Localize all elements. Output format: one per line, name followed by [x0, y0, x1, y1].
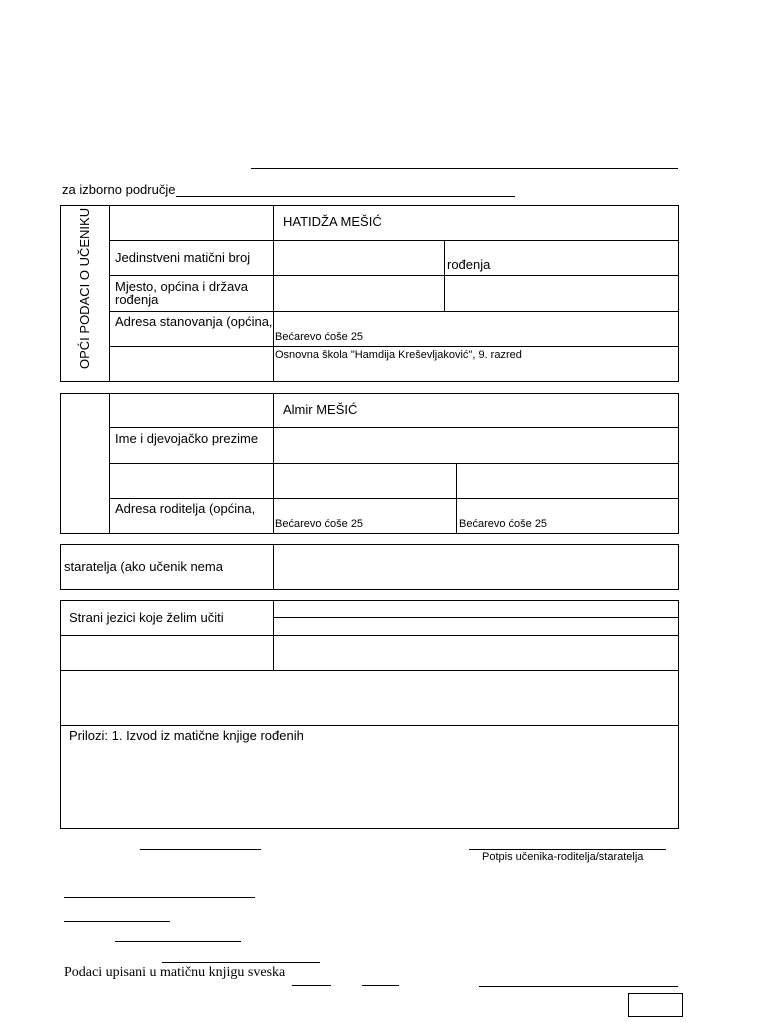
divider	[109, 205, 110, 382]
divider	[109, 427, 679, 428]
register-volume-line[interactable]	[292, 985, 331, 986]
divider	[60, 670, 679, 671]
date-line[interactable]	[140, 849, 261, 850]
footer-line-2[interactable]	[64, 921, 170, 922]
register-number-line[interactable]	[479, 986, 678, 987]
attachments-label: Prilozi: 1. Izvod iz matične knjige rođenih	[69, 728, 304, 743]
divider	[109, 498, 679, 499]
divider	[60, 635, 679, 636]
birthplace-label-line1: Mjesto, općina i država	[115, 279, 248, 294]
footer-line-4[interactable]	[162, 962, 320, 963]
divider	[109, 275, 679, 276]
divider	[60, 725, 679, 726]
elective-area-label: za izborno područje	[62, 182, 176, 197]
birthplace-label-line2: rođenja	[115, 292, 159, 307]
father-name-value[interactable]: Almir MEŠIĆ	[283, 402, 358, 417]
birth-date-label: rođenja	[447, 257, 491, 272]
mother-address-value[interactable]: Bećarevo ćoše 25	[459, 518, 548, 530]
signature-line[interactable]	[469, 849, 666, 850]
divider	[273, 617, 679, 618]
student-name-value[interactable]: HATIDŽA MEŠIĆ	[283, 214, 382, 229]
guardian-label: staratelja (ako učenik nema	[64, 559, 223, 574]
divider	[109, 311, 679, 312]
footer-line-1[interactable]	[64, 897, 255, 898]
divider	[109, 346, 679, 347]
divider	[109, 463, 679, 464]
mother-name-label: Ime i djevojačko prezime	[115, 431, 259, 446]
parent-address-label: Adresa roditelja (općina,	[115, 501, 256, 516]
school-value[interactable]: Osnovna škola "Hamdija Kreševljaković", 9. razred	[275, 349, 522, 361]
student-address-value[interactable]: Bećarevo ćoše 25	[275, 331, 364, 343]
header-line	[251, 168, 678, 169]
divider	[273, 205, 274, 382]
corner-box[interactable]	[628, 993, 683, 1017]
divider	[109, 240, 679, 241]
register-label: Podaci upisani u matičnu knjigu sveska	[64, 965, 286, 980]
elective-area-input[interactable]	[176, 196, 515, 197]
father-address-value[interactable]: Bećarevo ćoše 25	[275, 518, 364, 530]
signature-label: Potpis učenika-roditelja/staratelja	[482, 851, 644, 863]
languages-label: Strani jezici koje želim učiti	[69, 610, 224, 625]
register-page-line[interactable]	[362, 985, 399, 986]
jmbg-label: Jedinstveni matični broj	[115, 250, 251, 265]
student-section-label: OPĆI PODACI O UČENIKU	[77, 207, 92, 369]
student-address-label: Adresa stanovanja (općina,	[115, 314, 273, 329]
divider	[273, 544, 274, 590]
footer-line-3[interactable]	[115, 941, 241, 942]
